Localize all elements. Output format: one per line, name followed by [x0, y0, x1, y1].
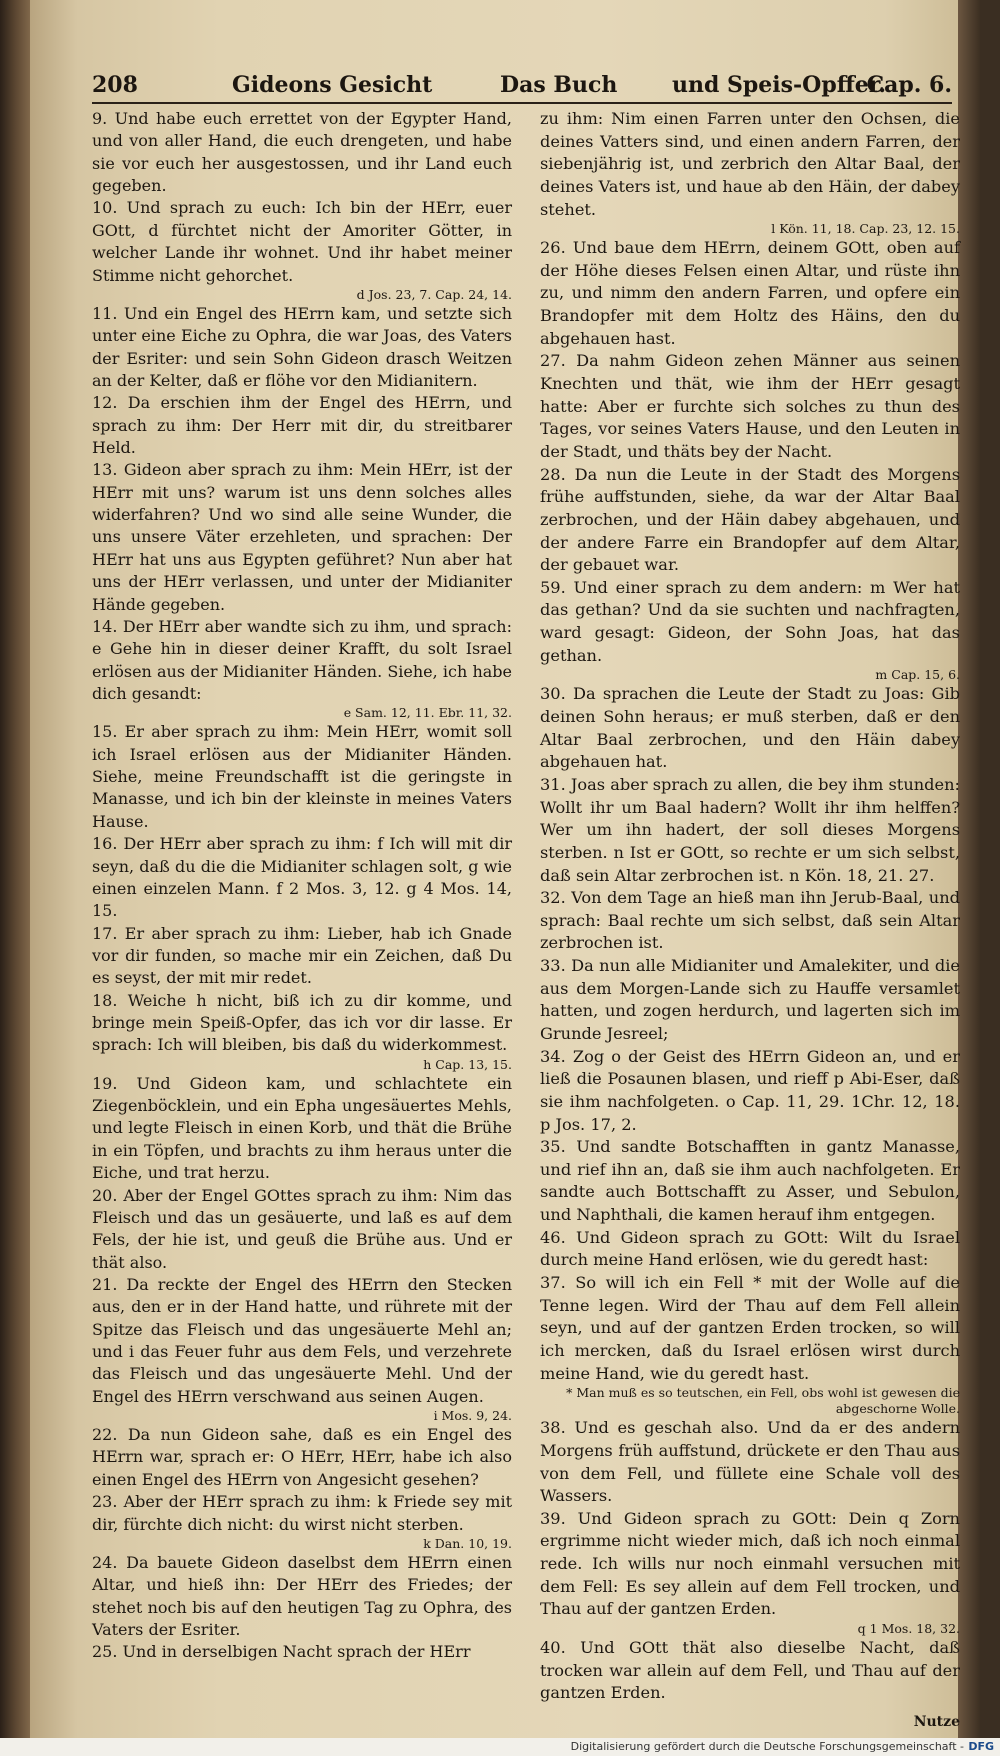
footer-text: Digitalisierung gefördert durch die Deutsche Forschungsgemeinschaft - [570, 1740, 964, 1753]
page-number: 208 [92, 72, 138, 98]
verse: 21. Da reckte der Engel des HErrn den Stecken aus, den er in der Hand hatte, und rührete mit der Spitze das Fleisch und das ungesäuerte Mehl an; und i das Feuer fuhr aus dem Fels, und verzehrete das Fleisch und das ungesäuerte Mehl. Und der Engel des HErrn verschwand aus seinen Augen. [92, 1274, 512, 1406]
verse: 22. Da nun Gideon sahe, daß es ein Engel des HErrn war, sprach er: O HErr, HErr, habe ich also einen Engel des HErrn von Angesicht gesehen? [92, 1425, 512, 1489]
verse: 34. Zog o der Geist des HErrn Gideon an, und er ließ die Posaunen blasen, und rieff p Abi-Eser, daß sie ihm nachfolgeten. o Cap. 11, 29. 1Chr. 12, 18. p Jos. 17, 2. [540, 1046, 960, 1134]
book-spine [0, 0, 34, 1756]
verse: 25. Und in derselbigen Nacht sprach der HErr [92, 1642, 471, 1662]
verse: 10. Und sprach zu euch: Ich bin der HErr, euer GOtt, d fürchtet nicht der Amoriter Götter, in welcher Lande ihr wohnet. Und ihr habet meiner Stimme nicht gehorchet. [92, 198, 512, 285]
digitization-footer [0, 1738, 1000, 1756]
catchword: Nutze [913, 1714, 960, 1730]
verse: 9. Und habe euch errettet von der Egypter Hand, und von aller Hand, die euch drengeten, und habe sie vor euch her ausgestossen, und ihr Land euch gegeben. [92, 109, 512, 196]
header-left-title: Gideons Gesicht [232, 72, 433, 98]
verse: 39. Und Gideon sprach zu GOtt: Dein q Zorn ergrimme nicht wieder mich, daß ich noch einmal rede. Ich wills nur noch einmahl versuchen mit dem Fell: Es sey allein auf dem Fell trocken, und Thau auf der gantzen Erden. [540, 1508, 960, 1619]
verse: 15. Er aber sprach zu ihm: Mein HErr, womit soll ich Israel erlösen aus der Midianiter Händen. Siehe, meine Freundschafft ist die geringste in Manasse, und ich bin der kleinste in meines Vaters Hause. [92, 722, 512, 831]
header-chapter: Cap. 6. [866, 72, 952, 98]
verse: 19. Und Gideon kam, und schlachtete ein Ziegenböcklein, und ein Epha ungesäuertes Mehls, und legte Fleisch in einen Korb, und thät die Brühe in ein Töpfen, und brachts zu ihm heraus unter die Eiche, und trat herzu. [92, 1073, 512, 1183]
verse: 37. So will ich ein Fell * mit der Wolle auf die Tenne legen. Wird der Thau auf dem Fell allein seyn, und auf der gantzen Erden trocken, so will ich mercken, daß du Israel erlösen wirst durch meine Hand, wie du geredt hast. [540, 1273, 960, 1383]
footnote-reference: i Mos. 9, 24. [433, 1408, 512, 1424]
left-column [92, 108, 512, 1664]
verse: 35. Und sandte Botschafften in gantz Manasse, und rief ihn an, daß sie ihm auch nachfolgeten. Er sandte auch Bottschafft zu Asser, und Sebulon, und Naphthali, die kamen herauf ihm entgegen. [540, 1137, 960, 1225]
verse: 20. Aber der Engel GOttes sprach zu ihm: Nim das Fleisch und das un gesäuerte, und laß es auf dem Fels, der hie ist, und geuß die Brühe aus. Und er thät also. [92, 1185, 512, 1272]
footnote-reference: * Man muß es so teutschen, ein Fell, obs wohl ist gewesen die abgeschorne Wolle. [566, 1385, 960, 1417]
footnote-reference: h Cap. 13, 15. [423, 1056, 512, 1072]
dfg-logo: DFG [968, 1740, 994, 1753]
verse: 27. Da nahm Gideon zehen Männer aus seinen Knechten und thät, wie ihm der HErr gesagt hatte: Aber er furchte sich solches zu thun des Tages, vor seines Vaters Hause, und den Leuten in der Stadt, und thäts bey der Nacht. [540, 351, 960, 461]
footnote-reference: m Cap. 15, 6. [875, 667, 960, 683]
header-center-title: Das Buch [500, 72, 618, 98]
verse: 31. Joas aber sprach zu allen, die bey ihm stunden: Wollt ihr um Baal hadern? Wollt ihr ihm helffen? Wer um ihn hadert, der soll dieses Morgens sterben. n Ist er GOtt, so rechte er um sich selbst, daß sein Altar zerbrochen ist. n Kön. 18, 21. 27. [540, 774, 960, 885]
verse: 17. Er aber sprach zu ihm: Lieber, hab ich Gnade vor dir funden, so mache mir ein Zeichen, daß Du es seyst, der mit mir redet. [92, 923, 512, 988]
footnote-reference: d Jos. 23, 7. Cap. 24, 14. [356, 286, 512, 302]
running-header [92, 66, 952, 106]
verse: 59. Und einer sprach zu dem andern: m Wer hat das gethan? Und da sie suchten und nachfragten, ward gesagt: Gideon, der Sohn Joas, hat das gethan. [540, 577, 960, 665]
verse: 16. Der HErr aber sprach zu ihm: f Ich will mit dir seyn, daß du die die Midianiter schlagen solt, g wie einen einzelen Mann. f 2 Mos. 3, 12. g 4 Mos. 14, 15. [92, 834, 512, 921]
verse: 23. Aber der HErr sprach zu ihm: k Friede sey mit dir, fürchte dich nicht: du wirst nicht sterben. [92, 1492, 512, 1534]
verse: 14. Der HErr aber wandte sich zu ihm, und sprach: e Gehe hin in dieser deiner Krafft, du solt Israel erlösen aus der Midianiter Händen. Siehe, ich habe dich gesandt: [92, 616, 512, 703]
footnote-reference: e Sam. 12, 11. Ebr. 11, 32. [343, 705, 512, 721]
footnote-reference: l Kön. 11, 18. Cap. 23, 12. 15. [771, 221, 960, 237]
verse: 28. Da nun die Leute in der Stadt des Morgens frühe auffstunden, siehe, da war der Altar Baal zerbrochen, und der Häin dabey abgehauen, und der andere Farre ein Brandopfer auf dem Altar, der gebauet war. [540, 464, 960, 575]
verse: 26. Und baue dem HErrn, deinem GOtt, oben auf der Höhe dieses Felsen einen Altar, und rüste ihn zu, und nimm den andern Farren, und opfere ein Brandopfer mit dem Holtz des Häins, den du abgehauen hast. [540, 238, 960, 348]
verse: 11. Und ein Engel des HErrn kam, und setzte sich unter eine Eiche zu Ophra, die war Joas, des Vaters der Esriter: und sein Sohn Gideon drasch Weitzen an der Kelter, daß er flöhe vor den Midianitern. [92, 303, 512, 390]
verse: 46. Und Gideon sprach zu GOtt: Wilt du Israel durch meine Hand erlösen, wie du geredt hast: [540, 1227, 960, 1270]
verse: 33. Da nun alle Midianiter und Amalekiter, und die aus dem Morgen-Lande sich zu Hauffe versamlet hatten, und zogen herdurch, und lagerten sich im Grunde Jesreel; [540, 956, 960, 1043]
verse: 38. Und es geschah also. Und da er des andern Morgens früh auffstund, drückete er den Thau aus von dem Fell, und füllete eine Schale voll des Wassers. [540, 1418, 960, 1506]
header-right-title: und Speis-Opffer. [672, 72, 887, 98]
footnote-reference: q 1 Mos. 18, 32. [857, 1621, 960, 1636]
page-edge-shadow [958, 0, 980, 1756]
verse: 12. Da erschien ihm der Engel des HErrn, und sprach zu ihm: Der Herr mit dir, du streitbarer Held. [92, 393, 512, 458]
verse: 18. Weiche h nicht, biß ich zu dir komme, und bringe mein Speiß-Opfer, das ich vor dir lasse. Er sprach: Ich will bleiben, bis daß du widerkommest. [92, 990, 512, 1055]
verse: 24. Da bauete Gideon daselbst dem HErrn einen Altar, und hieß ihn: Der HErr des Friedes; der stehet noch bis auf den heutigen Tag zu Ophra, des Vaters der Esriter. [92, 1552, 512, 1639]
verse: 40. Und GOtt thät also dieselbe Nacht, daß trocken war allein auf dem Fell, und Thau auf der gantzen Erden. [540, 1638, 960, 1703]
right-column [540, 108, 960, 1705]
verse: zu ihm: Nim einen Farren unter den Ochsen, die deines Vatters sind, und einen andern Farren, der siebenjährig ist, und zerbrich den Altar Baal, der deines Vaters ist, und haue ab den Häin, der dabey stehet. [540, 109, 960, 219]
header-rule [92, 102, 952, 104]
verse: 13. Gideon aber sprach zu ihm: Mein HErr, ist der HErr mit uns? warum ist uns denn solches alles widerfahren? Und wo sind alle seine Wunder, die uns unsere Väter erzehleten, und sprachen: Der HErr hat uns aus Egypten geführet? Nun aber hat uns der HErr verlassen, und unter der Midianiter Hände gegeben. [92, 460, 512, 614]
footnote-reference: k Dan. 10, 19. [423, 1535, 512, 1551]
verse: 32. Von dem Tage an hieß man ihn Jerub-Baal, und sprach: Baal rechte um sich selbst, daß sein Altar zerbrochen ist. [540, 888, 960, 953]
verse: 30. Da sprachen die Leute der Stadt zu Joas: Gib deinen Sohn heraus; er muß sterben, daß er den Altar Baal zerbrochen, und den Häin dabey abgehauen hat. [540, 684, 960, 772]
